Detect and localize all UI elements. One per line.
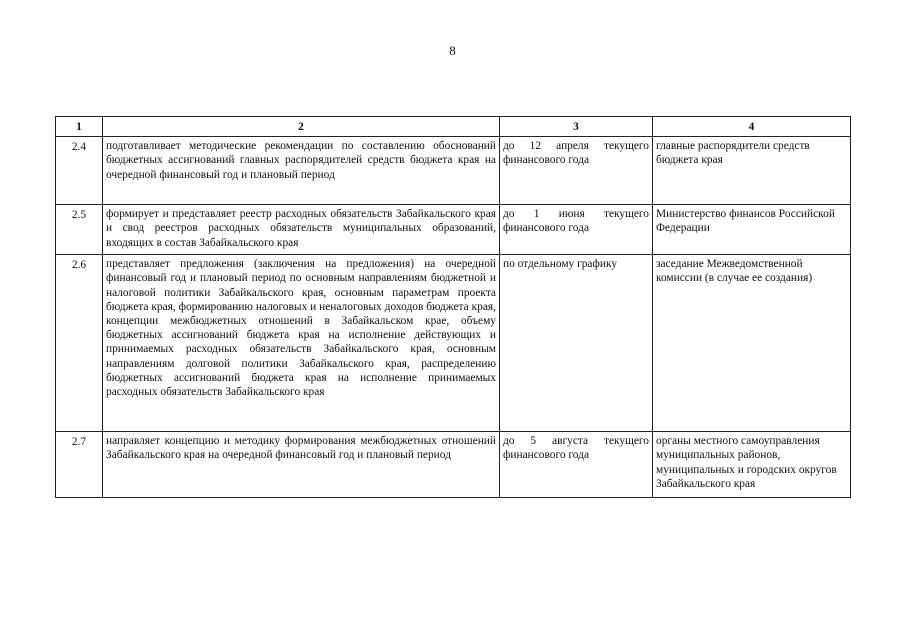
deadline-cell: до 5 августа текущего финансового года xyxy=(500,432,653,498)
action-cell: подготавливает методические рекомендации по составлению обоснований бюджетных ассигнований главных распорядителей средств бюджета края на очередной финансовый год и плановый период xyxy=(103,137,500,205)
table-row xyxy=(56,205,851,255)
schedule-table xyxy=(55,116,851,498)
action-cell: направляет концепцию и методику формирования межбюджетных отношений Забайкальского края на очередной финансовый год и плановый период xyxy=(103,432,500,498)
recipient-cell: главные распорядители средств бюджета края xyxy=(653,137,851,205)
action-cell: представляет предложения (заключения на предложения) на очередной финансовый год и плановый период по основным направлениям бюджетной и налоговой политики Забайкальского края, основным параметрам проекта бюджета края, формированию налоговых и неналоговых доходов бюджета края, концепции межбюджетных отношений в Забайкальском крае, объему бюджетных ассигнований бюджета края на исполнение действующих и принимаемых расходных обязательств Забайкальского края, основным направлениям долговой политики Забайкальского края, распределению бюджетных ассигнований бюджета края на исполнение принимаемых расходных обязательств Забайкальского края xyxy=(103,255,500,432)
deadline-cell: до 12 апреля текущего финансового года xyxy=(500,137,653,205)
row-number: 2.5 xyxy=(56,205,103,255)
row-number: 2.4 xyxy=(56,137,103,205)
column-header-1: 1 xyxy=(56,117,103,137)
table-header-row xyxy=(56,117,851,137)
recipient-cell: органы местного самоуправления муниципальных районов, муниципальных и городских округов Забайкальского края xyxy=(653,432,851,498)
deadline-cell: до 1 июня текущего финансового года xyxy=(500,205,653,255)
table-row xyxy=(56,432,851,498)
recipient-cell: Министерство финансов Российской Федерации xyxy=(653,205,851,255)
action-cell: формирует и представляет реестр расходных обязательств Забайкальского края и свод реестров расходных обязательств муниципальных образований, входящих в состав Забайкальского края xyxy=(103,205,500,255)
column-header-2: 2 xyxy=(103,117,500,137)
column-header-4: 4 xyxy=(653,117,851,137)
page-number: 8 xyxy=(449,43,456,58)
recipient-cell: заседание Межведомственной комиссии (в случае ее создания) xyxy=(653,255,851,432)
row-number: 2.7 xyxy=(56,432,103,498)
column-header-3: 3 xyxy=(500,117,653,137)
deadline-cell: по отдельному графику xyxy=(500,255,653,432)
table-row xyxy=(56,137,851,205)
row-number: 2.6 xyxy=(56,255,103,432)
table-row xyxy=(56,255,851,432)
